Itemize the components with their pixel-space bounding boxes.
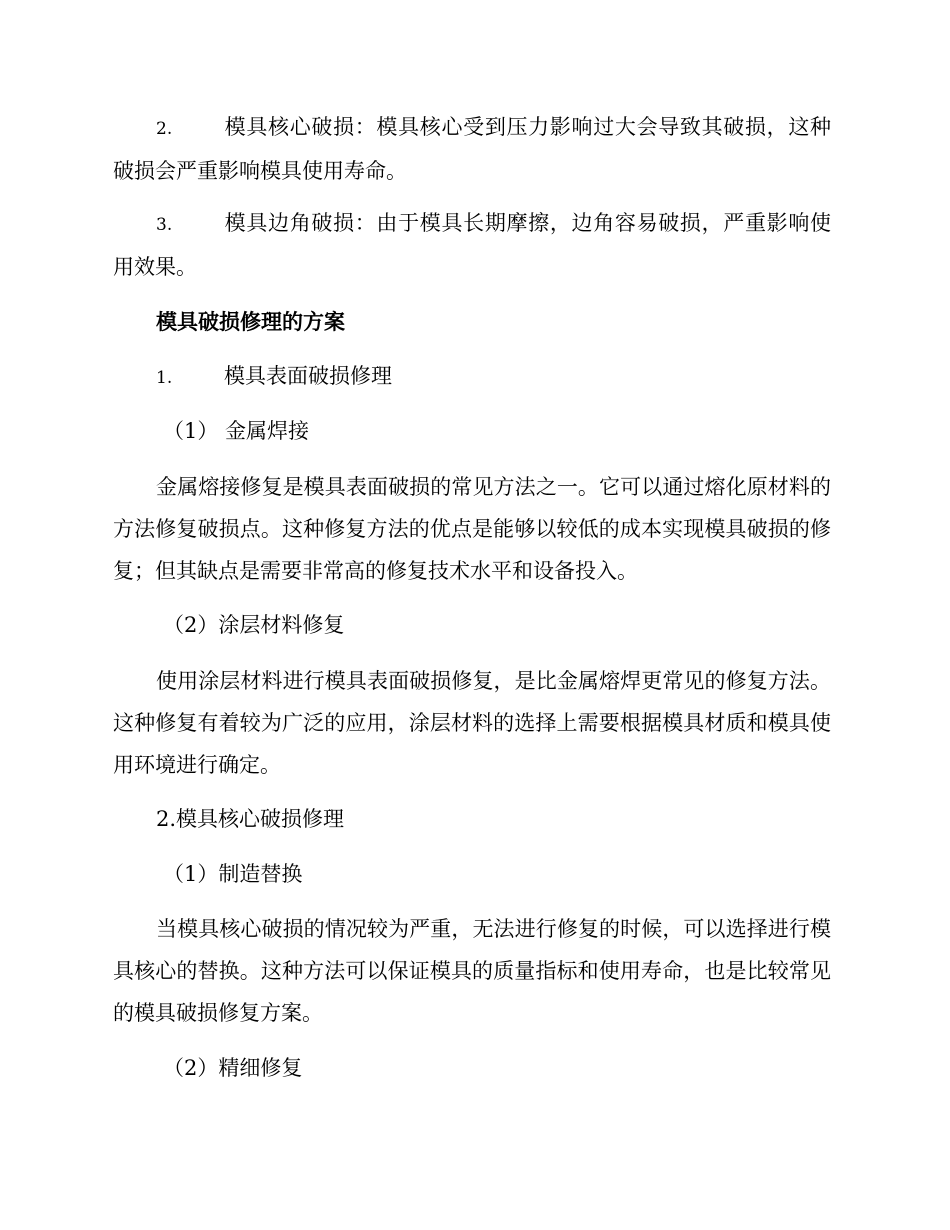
item-fine-repair: （2）精细修复 bbox=[163, 1056, 303, 1080]
subsection-heading-core: 2.模具核心破损修理 bbox=[156, 807, 345, 831]
paragraph-text: 模具边角破损：由于模具长期摩擦，边角容易破损，严重影响使用效果。 bbox=[113, 211, 831, 279]
paragraph-replacement: 当模具核心破损的情况较为严重，无法进行修复的时候，可以选择进行模具核心的替换。这种方法可以保证模具的质量指标和使用寿命，也是比较常见的模具破损修复方案。 bbox=[113, 917, 831, 1025]
heading-text: 模具表面破损修理 bbox=[224, 364, 392, 388]
list-number: 1. bbox=[156, 368, 173, 388]
paragraph-text: 模具核心破损：模具核心受到压力影响过大会导致其破损，这种破损会严重影响模具使用寿命。 bbox=[113, 115, 831, 183]
list-item-core-damage bbox=[113, 106, 831, 192]
paragraph-metal-welding: 金属熔接修复是模具表面破损的常见方法之一。它可以通过熔化原材料的方法修复破损点。这种修复方法的优点是能够以较低的成本实现模具破损的修复；但其缺点是需要非常高的修复技术水平和设备投入。 bbox=[113, 475, 831, 583]
list-number: 2. bbox=[156, 119, 173, 139]
section-heading: 模具破损修理的方案 bbox=[156, 309, 345, 334]
paragraph-coating-repair: 使用涂层材料进行模具表面破损修复，是比金属熔焊更常见的修复方法。这种修复有着较为广泛的应用，涂层材料的选择上需要根据模具材质和模具使用环境进行确定。 bbox=[113, 669, 831, 777]
subsection-heading-surface bbox=[113, 355, 831, 399]
item-metal-welding: （1） 金属焊接 bbox=[163, 419, 310, 443]
item-coating-repair: （2）涂层材料修复 bbox=[163, 613, 345, 637]
item-replacement: （1）制造替换 bbox=[163, 862, 303, 886]
list-number: 3. bbox=[156, 215, 173, 235]
list-item-edge-damage bbox=[113, 202, 831, 288]
